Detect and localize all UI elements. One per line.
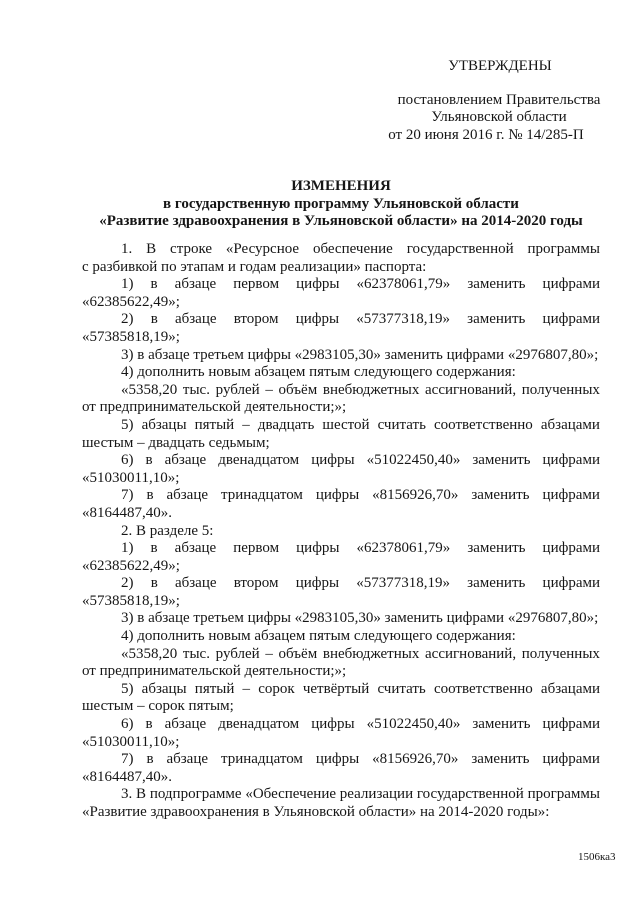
- body-line: «62385622,49»;: [82, 557, 180, 574]
- body-line: 3) в абзаце третьем цифры «2983105,30» заменить цифрами «2976807,80»;: [121, 346, 599, 363]
- body-line: «5358,20 тыс. рублей – объём внебюджетных ассигнований, полученных: [121, 381, 600, 398]
- document-body: [82, 241, 600, 822]
- document-subtitle-program: в государственную программу Ульяновской области: [163, 196, 519, 212]
- body-line: шестым – двадцать седьмым;: [82, 434, 270, 451]
- body-line: от предпринимательской деятельности;»;: [82, 399, 347, 416]
- body-line: с разбивкой по этапам и годам реализации» паспорта:: [82, 258, 427, 275]
- body-line: 1) в абзаце первом цифры «62378061,79» заменить цифрами: [121, 540, 600, 557]
- body-line: 7) в абзаце тринадцатом цифры «8156926,70» заменить цифрами: [121, 487, 600, 504]
- approval-resolution-line: постановлением Правительства: [397, 92, 601, 108]
- body-line: «8164487,40».: [82, 768, 172, 785]
- body-line: 5) абзацы пятый – сорок четвёртый считать соответственно абзацами: [121, 680, 600, 697]
- body-line: «57385818,19»;: [82, 592, 180, 609]
- approval-date-line: от 20 июня 2016 г. № 14/285-П: [388, 127, 584, 143]
- body-line: 6) в абзаце двенадцатом цифры «51022450,40» заменить цифрами: [121, 716, 600, 733]
- body-line: 1. В строке «Ресурсное обеспечение государственной программы: [121, 241, 600, 257]
- body-line: 1) в абзаце первом цифры «62378061,79» заменить цифрами: [121, 276, 600, 293]
- body-line: 2. В разделе 5:: [121, 522, 214, 539]
- body-line: 4) дополнить новым абзацем пятым следующего содержания:: [121, 364, 516, 381]
- body-line: «Развитие здравоохранения в Ульяновской области» на 2014-2020 годы»:: [82, 804, 550, 820]
- body-line: «51030011,10»;: [82, 733, 180, 750]
- body-line: «62385622,49»;: [82, 293, 180, 310]
- body-line: 4) дополнить новым абзацем пятым следующего содержания:: [121, 628, 516, 645]
- page-footer-code: 1506ка3: [578, 851, 616, 863]
- body-line: «51030011,10»;: [82, 469, 180, 486]
- body-line: от предпринимательской деятельности;»;: [82, 663, 347, 680]
- approval-region-line: Ульяновской области: [431, 109, 567, 125]
- body-line: «57385818,19»;: [82, 328, 180, 345]
- body-line: 6) в абзаце двенадцатом цифры «51022450,40» заменить цифрами: [121, 452, 600, 469]
- body-line: «8164487,40».: [82, 504, 172, 521]
- body-line: «5358,20 тыс. рублей – объём внебюджетных ассигнований, полученных: [121, 645, 600, 662]
- body-line: 2) в абзаце втором цифры «57377318,19» заменить цифрами: [121, 575, 600, 592]
- body-line: 5) абзацы пятый – двадцать шестой считать соответственно абзацами: [121, 416, 600, 433]
- body-line: 3) в абзаце третьем цифры «2983105,30» заменить цифрами «2976807,80»;: [121, 610, 599, 627]
- body-line: 7) в абзаце тринадцатом цифры «8156926,70» заменить цифрами: [121, 751, 600, 768]
- body-line: шестым – сорок пятым;: [82, 698, 234, 715]
- document-title: ИЗМЕНЕНИЯ: [291, 178, 391, 194]
- document-subtitle-program-name: «Развитие здравоохранения в Ульяновской области» на 2014-2020 годы: [99, 213, 583, 229]
- approval-title: УТВЕРЖДЕНЫ: [448, 58, 552, 74]
- body-line: 3. В подпрограмме «Обеспечение реализации государственной программы: [121, 786, 600, 803]
- body-line: 2) в абзаце втором цифры «57377318,19» заменить цифрами: [121, 311, 600, 328]
